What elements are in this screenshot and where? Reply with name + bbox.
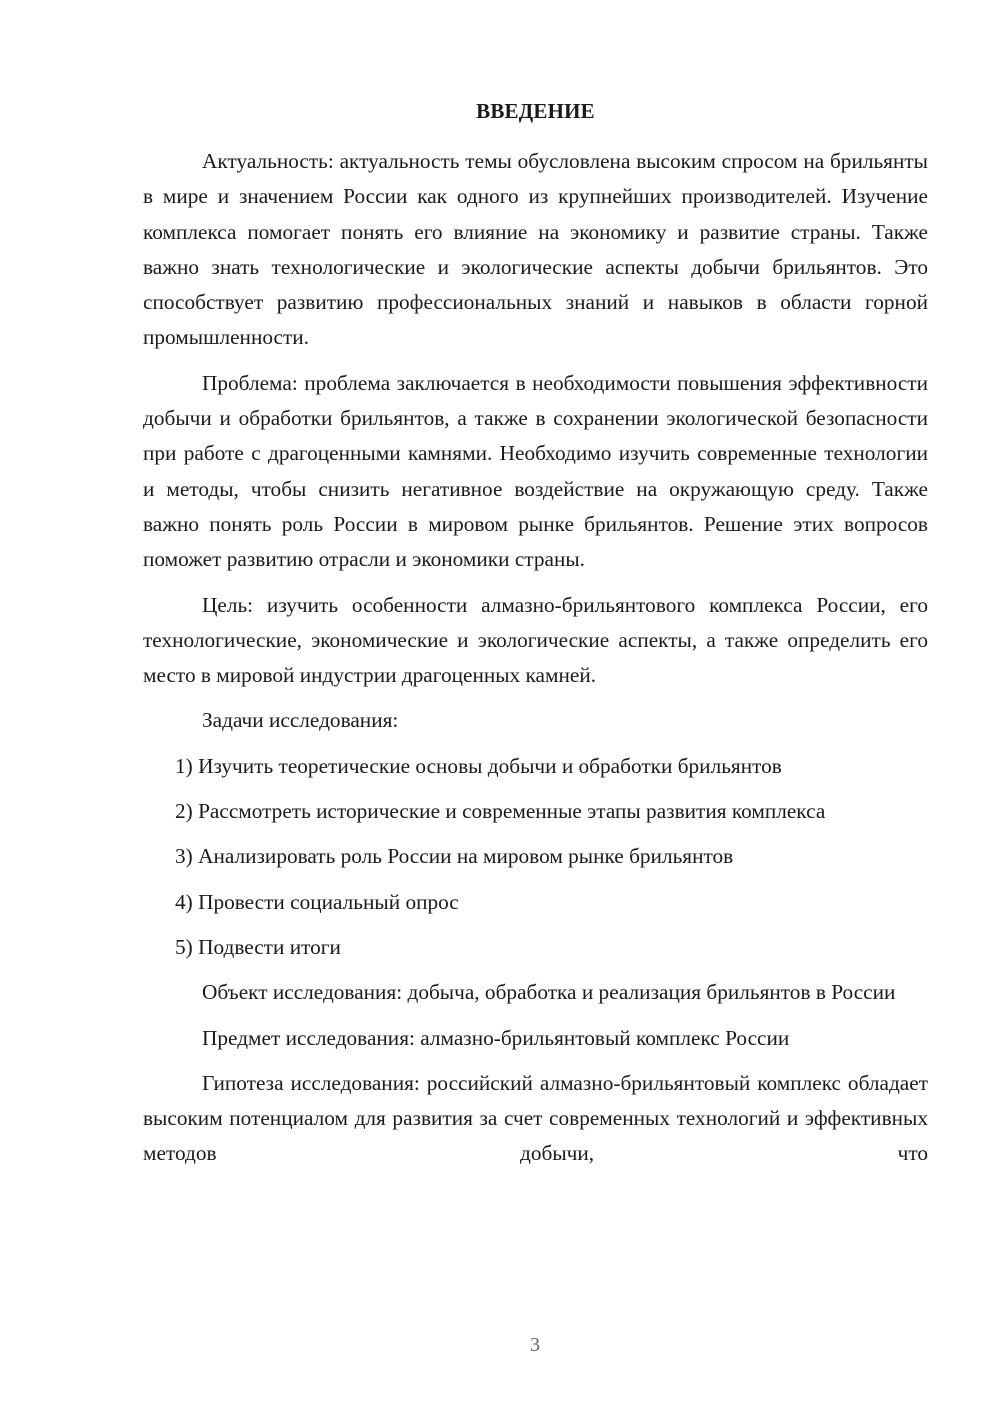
goal-paragraph: Цель: изучить особенности алмазно-брильянтового комплекса России, его технологические, экономические и экологические аспекты, а также определить его место в мировой индустрии драгоценных камней.: [143, 592, 928, 688]
task-item-1: 1) Изучить теоретические основы добычи и обработки брильянтов: [175, 753, 782, 778]
task-item-2: 2) Рассмотреть исторические и современные этапы развития комплекса: [175, 799, 826, 824]
page-number: 3: [530, 1334, 540, 1356]
tasks-heading: Задачи исследования:: [202, 708, 399, 733]
hypothesis-paragraph: Гипотеза исследования: российский алмазно-брильянтовый комплекс обладает высоким потенциалом для развития за счет современных технологий и эффективных методов добычи, что: [143, 1070, 928, 1166]
task-item-4: 4) Провести социальный опрос: [175, 889, 459, 914]
section-title: ВВЕДЕНИЕ: [476, 99, 595, 123]
problem-paragraph: Проблема: проблема заключается в необходимости повышения эффективности добычи и обработки брильянтов, а также в сохранении экологической безопасности при работе с драгоценными камнями. Необходимо изучить современные технологии и методы, чтобы снизить негативное воздействие на окружающую среду. Также важно понять роль России в мировом рынке брильянтов. Решение этих вопросов поможет развитию отрасли и экономики страны.: [143, 370, 928, 572]
object-paragraph: Объект исследования: добыча, обработка и реализация брильянтов в России: [202, 980, 896, 1005]
document-body: [143, 95, 928, 1172]
task-item-5: 5) Подвести итоги: [175, 934, 341, 959]
task-item-3: 3) Анализировать роль России на мировом рынке брильянтов: [175, 844, 734, 869]
subject-paragraph: Предмет исследования: алмазно-брильянтовый комплекс России: [202, 1025, 790, 1050]
relevance-paragraph: Актуальность: актуальность темы обусловлена высоким спросом на брильянты в мире и значением России как одного из крупнейших производителей. Изучение комплекса помогает понять его влияние на экономику и развитие страны. Также важно знать технологические и экологические аспекты добычи брильянтов. Это способствует развитию профессиональных знаний и навыков в области горной промышленности.: [143, 149, 928, 350]
